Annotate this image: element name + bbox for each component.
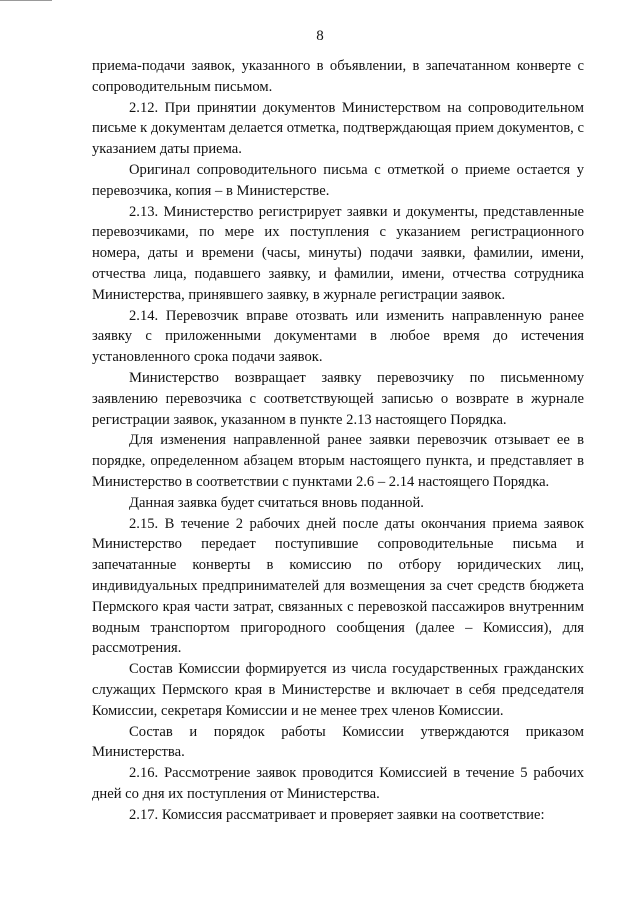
- top-edge-rule: [0, 0, 52, 1]
- paragraph-2-12: 2.12. При принятии документов Министерством на сопроводительном письме к документам делается отметка, подтверждающая прием документов, с указанием даты приема.: [92, 99, 584, 158]
- paragraph-commission-procedure: Состав и порядок работы Комиссии утверждаются приказом Министерства.: [92, 723, 584, 761]
- paragraph-commission-composition: Состав Комиссии формируется из числа государственных гражданских служащих Пермского края в Министерстве и включает в себя председателя Комиссии, секретаря Комиссии и не менее трех членов Комиссии.: [92, 661, 584, 719]
- page-number: 8: [316, 28, 324, 44]
- paragraph-return-application: Министерство возвращает заявку перевозчику по письменному заявлению перевозчика с соответствующей записью о возврате в журнале регистрации заявок, указанном в пункте 2.13 настоящего Порядка.: [92, 369, 584, 428]
- paragraph-continuation: приема-подачи заявок, указанного в объявлении, в запечатанном конверте с сопроводительным письмом.: [92, 58, 584, 95]
- paragraph-2-16: 2.16. Рассмотрение заявок проводится Комиссией в течение 5 рабочих дней со дня их поступления от Министерства.: [92, 765, 584, 802]
- paragraph-change-application: Для изменения направленной ранее заявки перевозчик отзывает ее в порядке, определенном абзацем вторым настоящего пункта, и представляет в Министерство в соответствии с пунктами 2.6 – 2.14 настоящего Порядка.: [92, 432, 584, 490]
- paragraph-2-13: 2.13. Министерство регистрирует заявки и документы, представленные перевозчиками, по мере их поступления с указанием регистрационного номера, даты и времени (часы, минуты) подачи заявки, фамилии, имени, отчества лица, подавшего заявку, и фамилии, имени, отчества сотрудника Министерства, принявшего заявку, в журнале регистрации заявок.: [92, 203, 584, 303]
- paragraph-original-letter: Оригинал сопроводительного письма с отметкой о приеме остается у перевозчика, копия – в Министерстве.: [92, 161, 584, 199]
- paragraph-2-14: 2.14. Перевозчик вправе отозвать или изменить направленную ранее заявку с приложенными документами в любое время до истечения установленного срока подачи заявок.: [92, 307, 584, 366]
- paragraph-2-15: 2.15. В течение 2 рабочих дней после даты окончания приема заявок Министерство передает поступившие сопроводительные письма и запечатанные конверты в комиссию по отбору юридических лиц, индивидуальных предпринимателей для возмещения за счет средств бюджета Пермского края части затрат, связанных с перевозкой пассажиров внутренним водным транспортом пригородного сообщения (далее – Комиссия), для рассмотрения.: [92, 515, 584, 657]
- document-body: [92, 56, 584, 825]
- paragraph-resubmitted: Данная заявка будет считаться вновь поданной.: [129, 494, 424, 511]
- paragraph-2-17: 2.17. Комиссия рассматривает и проверяет заявки на соответствие:: [129, 806, 545, 823]
